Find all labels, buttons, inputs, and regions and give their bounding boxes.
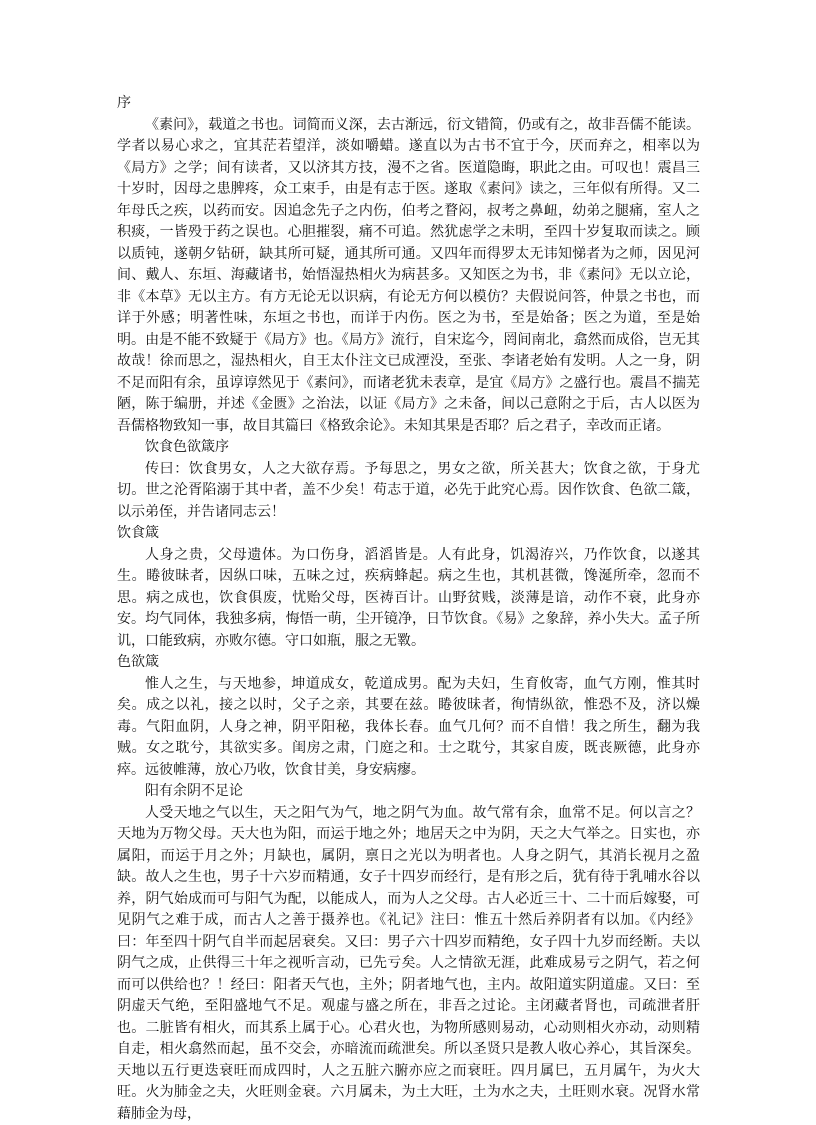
section-paragraph-yang-yin: 人受天地之气以生，天之阳气为气，地之阴气为血。故气常有余，血常不足。何以言之？天地为万物父母。天大也为阳，而运于地之外；地居天之中为阴，天之大气举之。日实也，亦属阳，而运于月之外；月缺也，属阴，禀日之光以为明者也。人身之阴气，其消长视月之盈缺。故人之生也，男子十六岁而精通，女子十四岁而经行，是有形之后，犹有待于乳哺水谷以养，阴气始成而可与阳气为配，以能成人，而为人之父母。古人必近三十、二十而后嫁娶，可见阴气之难于成，而古人之善于摄养也。《礼记》注曰：惟五十然后养阴者有以加。《内经》曰：年至四十阴气自半而起居衰矣。又曰：男子六十四岁而精绝，女子四十九岁而经断。夫以阴气之成，止供得三十年之视听言动，已先亏矣。人之情欲无涯，此难成易亏之阴气，若之何而可以供给也？！经曰：阳者天气也，主外；阴者地气也，主内。故阳道实阴道虚。又曰：至阴虚天气绝，至阳盛地气不足。观虚与盛之所在，非吾之过论。主闭藏者肾也，司疏泄者肝也。二脏皆有相火，而其系上属于心。心君火也，为物所感则易动，心动则相火亦动，动则精自走，相火翕然而起，虽不交会，亦暗流而疏泄矣。所以圣贤只是教人收心养心，其旨深矣。天地以五行更迭衰旺而成四时，人之五脏六腑亦应之而衰旺。四月属巳，五月属午，为火大旺。火为肺金之夫，火旺则金衰。六月属未，为土大旺，土为水之夫，土旺则水衰。况肾水常藉肺金为母，	[117, 803, 700, 1125]
section-paragraph-diet-lust-preface: 传曰：饮食男女，人之大欲存焉。予每思之，男女之欲，所关甚大；饮食之欲，于身尤切。世之沦胥陷溺于其中者，盖不少矣！苟志于道，必先于此究心焉。因作饮食、色欲二箴，以示弟侄，并告诸同志云！	[117, 459, 700, 524]
document-page	[117, 93, 700, 1125]
section-paragraph-lust: 惟人之生，与天地参，坤道成女，乾道成男。配为夫妇，生育攸寄，血气方刚，惟其时矣。成之以礼，接之以时，父子之亲，其要在兹。睠彼昧者，徇情纵欲，惟恐不及，济以燥毒。气阳血阴，人身之神，阴平阳秘，我体长春。血气几何？而不自惜！我之所生，翻为我贼。女之耽兮，其欲实多。闺房之肃，门庭之和。士之耽兮，其家自废，既丧厥德，此身亦瘁。远彼帷薄，放心乃收，饮食甘美，身安病瘳。	[117, 674, 700, 782]
section-title-yang-yin: 阳有余阴不足论	[117, 781, 700, 803]
section-paragraph-diet: 人身之贵，父母遗体。为口伤身，滔滔皆是。人有此身，饥渴洊兴，乃作饮食，以遂其生。睠彼昧者，因纵口味，五味之过，疾病蜂起。病之生也，其机甚微，馋涎所牵，忽而不思。病之成也，饮食俱废，忧贻父母，医祷百计。山野贫贱，淡薄是谙，动作不衰，此身亦安。均气同体，我独多病，悔悟一萌，尘开镜净，日节饮食。《易》之象辞，养小失大。孟子所讥，口能致病，亦败尔德。守口如瓶，服之无斁。	[117, 545, 700, 653]
preface-paragraph: 《素问》，载道之书也。词简而义深，去古渐远，衍文错简，仍或有之，故非吾儒不能读。学者以易心求之，宜其茫若望洋，淡如嚼蜡。遂直以为古书不宜于今，厌而弃之，相率以为《局方》之学；间有读者，又以济其方技，漫不之省。医道隐晦，职此之由。可叹也！震昌三十岁时，因母之患脾疼，众工束手，由是有志于医。遂取《素问》读之，三年似有所得。又二年母氏之疾，以药而安。因追念先子之内伤，伯考之瞀闷，叔考之鼻衄，幼弟之腿痛，室人之积痰，一皆殁于药之误也。心胆摧裂，痛不可追。然犹虑学之未明，至四十岁复取而读之。顾以质钝，遂朝夕钻研，缺其所可疑，通其所可通。又四年而得罗太无讳知悌者为之师，因见河间、戴人、东垣、海藏诸书，始悟湿热相火为病甚多。又知医之为书，非《素问》无以立论，非《本草》无以主方。有方无论无以识病，有论无方何以模仿？夫假说问答，仲景之书也，而详于外感；明著性味，东垣之书也，而详于内伤。医之为书，至是始备；医之为道，至是始明。由是不能不致疑于《局方》也。《局方》流行，自宋迄今，罔间南北，翕然而成俗，岂无其故哉！徐而思之，湿热相火，自王太仆注文已成湮没，至张、李诸老始有发明。人之一身，阴不足而阳有余，虽谆谆然见于《素问》，而诸老犹未表章，是宜《局方》之盛行也。震昌不揣芜陋，陈于编册，并述《金匮》之治法，以证《局方》之未备，间以己意附之于后，古人以医为吾儒格物致知一事，故目其篇曰《格致余论》。未知其果是否耶？后之君子，幸改而正诸。	[117, 115, 700, 438]
section-title-diet: 饮食箴	[117, 523, 700, 545]
preface-title: 序	[117, 93, 700, 115]
section-title-diet-lust-preface: 饮食色欲箴序	[117, 437, 700, 459]
section-title-lust: 色欲箴	[117, 652, 700, 674]
